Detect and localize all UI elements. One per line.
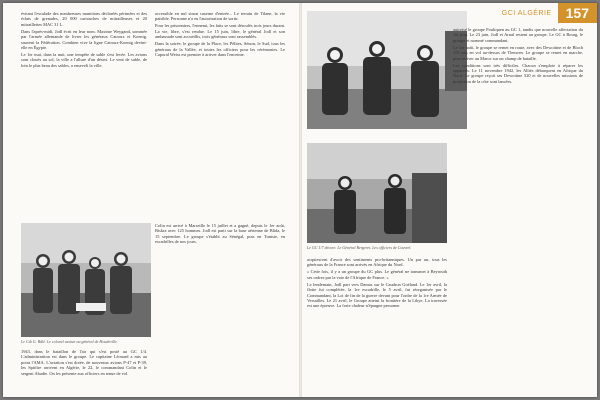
paragraph: Les conditions sont très difficiles. Chacun s'emploie à réparer les appareils. Le 11 novembre 1942, les Alliés débarquent en Afrique du Nord. Le groupe reçoit ses Dewoitine 520 et de nouvelles missions de protection de la côte sont lancées.	[453, 62, 583, 84]
page-header	[502, 3, 597, 23]
paragraph: accessible en nul sinon caserne d'entrée... Le terrain de Tilane, la vie paisible. Personne n'a eu l'autorisation de sortir.	[155, 11, 285, 22]
ceremony-photo	[307, 143, 447, 243]
left-column-2-top	[155, 11, 285, 219]
left-photo-caption: Le Cdt G. Bâlé. Le colonel assiste au général de Houdeville.	[21, 339, 118, 344]
photo-illustration	[307, 143, 447, 243]
paragraph: Pour les prisonniers, l'ennemi, les faits se sont déroulés trois jours durant. La vie, libre, s'est rendue. Le 15 juin, libre, le général Jodl et son ambassade sont accueillis, trois généraux sont rassemblés.	[155, 23, 285, 40]
paragraph: « Cette fois, il y a un groupe du GC plus. Le général ne transmet à Beyrouth ses ordres par la voie de l'Afrique de France. »	[307, 269, 447, 280]
paragraph: acquiescent d'avoir des sentiments pro-britanniques. Un par un, tous les généraux de la France sont arrivés en Afrique du Nord.	[307, 257, 447, 268]
left-column-1-bottom	[21, 349, 147, 393]
paragraph: 1943, dans le bataillon de l'air qui s'est posté au GC 1/4. L'administration est dans le groupe. Le capitaine Léonard a mis au point l'AMA. L'aviation s'est dotée, de nouveaux avions P-47 et P-39, les Spitfire arrivent en Algérie, le 22, le commandant Colin et le sergent Abadie. On les présente aux officiers en tenue de vol.	[21, 349, 147, 376]
section-title: GCI ALGÉRIE	[501, 9, 552, 17]
left-column-2-bottom	[155, 223, 285, 393]
left-column-1-top	[21, 11, 147, 219]
paragraph: Dans l'après-midi, Jodl écrit en leur nom. Maxime Weygand, sommée par l'armée allemande de livrer les généraux Catroux et Koenig, sauvent la Fédération. Combien vive la ligne Catroux-Koenig devint-elle en Égypte.	[21, 28, 147, 51]
right-column-4	[453, 27, 583, 393]
magazine-spread	[3, 3, 597, 397]
paragraph: Dans la soirée, le groupe de la Place, les Pélites, Sénon, le Sud, tous les généraux de la Vallée, et toutes les officiers pour les cérémonies. Le Caporal Weiss est premier à arriver dans l'enceinte.	[155, 41, 285, 58]
paragraph: Le 1er mai, dans la nuit, une tempête de sable s'est levée. Les avions sont cloués au sol, la ville a l'allure d'un désert. Le vent de sable, de loin le plus beau des sables, a enseveli la ville.	[21, 52, 147, 68]
paragraph: autorisé le groupe Pouliquen au GC 1, tandis que nouvelle affectation du 1er juin. Le 23 juin, Jodl et Arnal restent au groupe. Le GC à Bourg, le groupe et nommé commandant.	[453, 27, 583, 43]
paragraph: Colin est arrivé à Marseille le 15 juillet et a gagné, depuis le 1er août, Biskra avec 125 hommes. Jodl est parti sur la base aérienne de Blida, le 15 septembre. Le groupe s'établit au Sénégal, puis en Tunisie, en escadrilles de nos jours.	[155, 223, 285, 245]
right-column-3-bottom	[307, 257, 447, 393]
paragraph: évitant l'escalade des nombreuses munitions déclaréés périmées et des éclats de grenades, 20 000 cartouches de mitrailleuses et 20 mitraillettes MAC 31 L.	[21, 11, 147, 27]
page-number-badge: 157	[558, 3, 597, 23]
paragraph: Le lendemain, Jodl part vers Damas sur le Caudron Goéland. Le 1er avril, la flotte fut complétée, la 1re escadrille, le 5 avril, fut réorganisée par le Commandant, la Loi de fin de la guerre devant pour l'ordre de la 1re Armée de Versailles. Le 21 avril, le Groupe atteint la frontière de la Libye. La traversée est une épreuve. La forte chaleur n'épargne personne.	[307, 281, 447, 309]
officers-photo	[307, 11, 467, 129]
group-portrait-photo	[21, 223, 151, 337]
right-column-3-upper	[307, 131, 447, 142]
page-gutter	[299, 3, 302, 397]
photo-illustration	[21, 223, 151, 337]
right-photo-caption: Le GC 1/7 décore. Le Général Bergeret. Les officiers de Couvrel.	[307, 245, 412, 250]
paragraph: Le 1er août, le groupe se remet en route, avec des Dewoitine et de Bloch 155 mis en vol au-dessus de Tlemcen. Le groupe se remet en marche, pour arriver au Maroc sur un champ de bataille.	[453, 44, 583, 61]
photo-illustration	[307, 11, 467, 129]
